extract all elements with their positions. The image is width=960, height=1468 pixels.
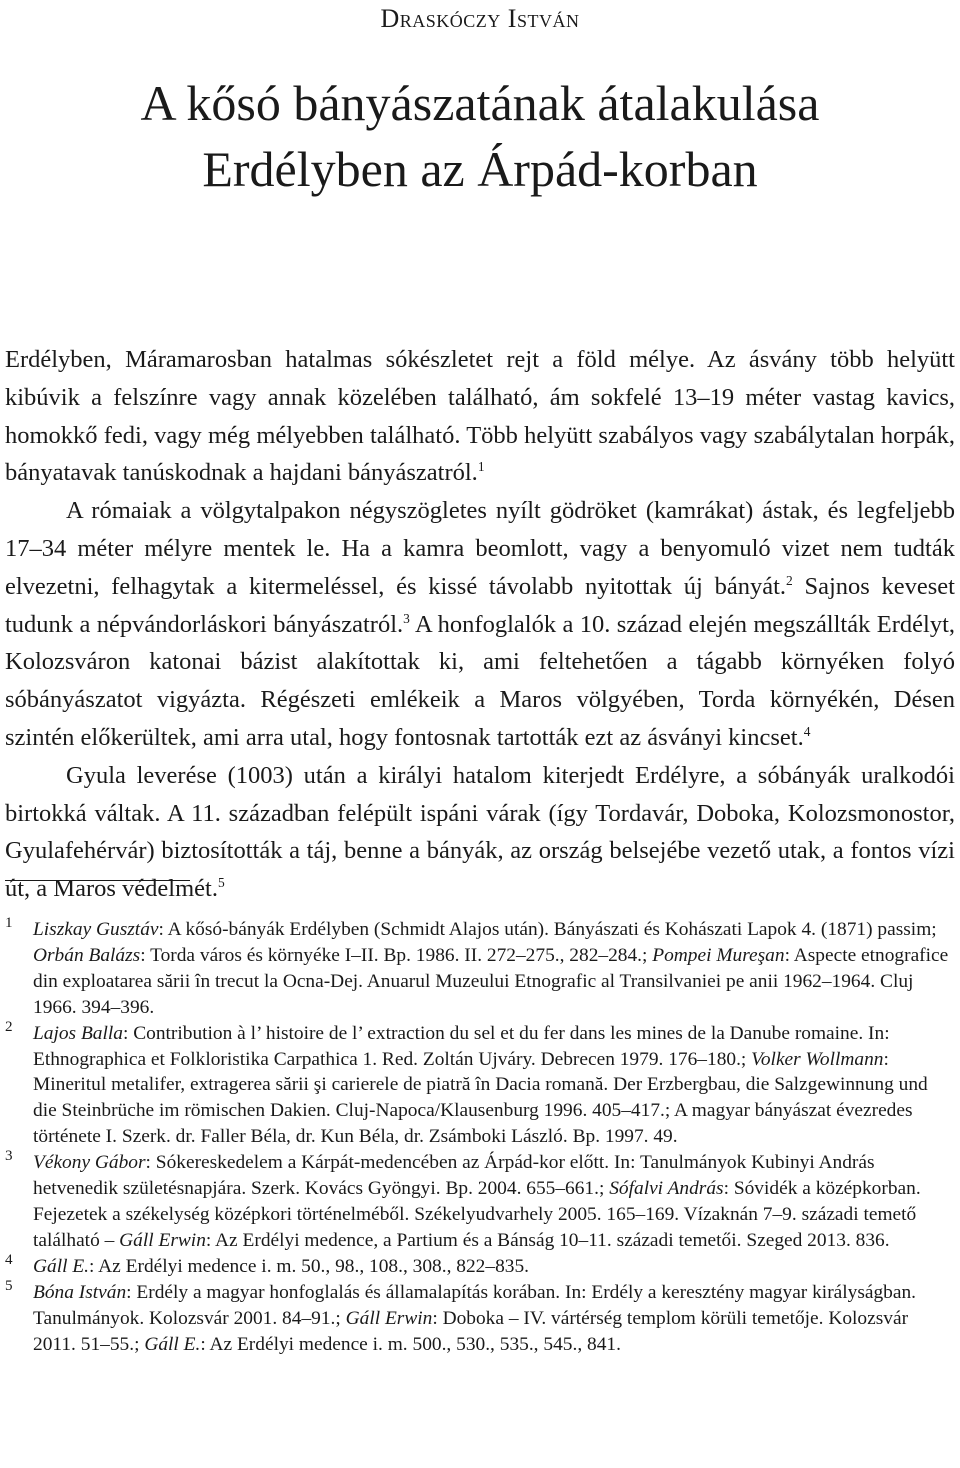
footnote-author: Liszkay Gusztáv [33, 919, 159, 940]
footnote-number: 4 [5, 1251, 13, 1268]
footnote-2 [5, 1018, 955, 1151]
footnote-author: Gáll Erwin [119, 1229, 206, 1251]
footnote-author: Orbán Balázs [33, 944, 141, 966]
paragraph-1 [5, 341, 955, 492]
footnote-author: Sófalvi András [609, 1178, 724, 1200]
article-body [5, 341, 955, 908]
footnote-text: : Doboka – IV. vártérség templom körüli temetője. Kolozsvár 2011. 51–55.; [33, 1307, 909, 1355]
footnote-3 [5, 1150, 955, 1254]
paragraph-2 [5, 492, 955, 757]
footnote-text: : Sókereskedelem a Kárpát-medencében az Árpád-kor előtt. In: Tanulmányok Kubinyi András hetvenedik születésnapjára. Szerk. Kovács Gyöngyi. Bp. 2004. 655–661.; [33, 1152, 875, 1200]
footnote-author: Gáll E. [33, 1255, 90, 1277]
footnote-text: : Az Erdélyi medence i. m. 50., 98., 108., 308., 822–835. [89, 1255, 530, 1277]
footnote-ref: 5 [217, 875, 225, 890]
footnote-ref: 3 [403, 610, 410, 626]
footnote-author: Pompei Mureşan [652, 944, 785, 966]
title-line-2: Erdélyben az Árpád-korban [202, 141, 758, 197]
footnote-text: : Contribution à l’ histoire de l’ extraction du sel et du fer dans les mines de la Danube romaine. In: Ethnographica et Folkloristika Carpathica 1. Red. Zoltán Ujváry. Debrecen 1979. 176–180.; [33, 1022, 890, 1070]
footnote-1 [5, 917, 955, 1021]
footnotes [5, 917, 955, 1357]
footnote-text: : Torda város és környéke I–II. Bp. 1986. II. 272–275., 282–284.; [140, 944, 653, 966]
footnote-author: Lajos Balla [33, 1022, 123, 1044]
paragraph-1-text: Erdélyben, Máramarosban hatalmas sókészletet rejt a föld mélye. Az ásvány több helyütt kibúvik a felszínre vagy annak közelében található, ám sokfelé 13–19 méter vastag kavics, homokkő fedi, vagy még mélyebben található. Több helyütt szabályos vagy szabálytalan horpák, bányatavak tanúskodnak a hajdani bányászatról. [5, 346, 955, 487]
footnote-author: Volker Wollmann [751, 1048, 884, 1070]
footnote-5 [5, 1277, 955, 1358]
footnote-author: Gáll E. [144, 1333, 201, 1355]
footnote-number: 3 [5, 1148, 13, 1165]
footnote-4 [5, 1251, 955, 1280]
author-name: Draskóczy István [380, 4, 580, 33]
footnote-number: 1 [5, 915, 13, 931]
paragraph-2-text-c: A honfoglalók a 10. század elején megszállták Erdélyt, Kolozsváron katonai bázist alakítottak ki, ami feltehetően a tágabb környéken folyó sóbányászatot vigyázta. Régészeti emlékeik a Maros völgyében, Torda környékén, Désen szintén előkerültek, ami arra utal, hogy fontosnak tartották ezt az ásványi kincset. [5, 610, 955, 751]
footnote-ref: 4 [803, 723, 811, 739]
footnote-number: 5 [5, 1277, 13, 1294]
footnote-text: : Az Erdélyi medence, a Partium és a Bánság 10–11. századi temetői. Szeged 2013. 836. [205, 1229, 890, 1251]
footnote-text: : Aspecte etnografice din exploatarea sării în trecut la Ocna-Dej. Anuarul Muzeului Etnografic al Transilvaniei pe anii 1962–1964. Cluj 1966. 394–396. [33, 944, 949, 1018]
footnote-author: Bóna István [33, 1281, 127, 1303]
footnote-author: Vékony Gábor [33, 1152, 146, 1174]
footnote-text: : A kősó-bányák Erdélyben (Schmidt Alajos után). Bányászati és Kohászati Lapok 4. (1871) passim; [158, 919, 937, 940]
title-line-1: A kősó bányászatának átalakulása [140, 75, 820, 131]
paragraph-2-text-b: Sajnos keveset tudunk a népvándorláskori bányászatról. [5, 572, 955, 638]
paragraph-3-text: Gyula leverése (1003) után a királyi hatalom kiterjedt Erdélyre, a sóbányák uralkodói birtokká váltak. A 11. században felépült ispáni várak (így Tordavár, Doboka, Kolozsmonostor, Gyulafehérvár) biztosították a táj, benne a bányák, az ország belsejébe vezető utak, a fontos vízi út, a Maros védelmét. [5, 761, 955, 903]
footnote-number: 2 [5, 1018, 13, 1035]
paragraph-2-text-a: A rómaiak a völgytalpakon négyszögletes nyílt gödröket (kamrákat) ástak, és legfeljebb 17–34 méter mélyre mentek le. Ha a kamra beomlott, vagy a benyomuló vizet nem tudták elvezetni, felhagytak a kitermeléssel, és kissé távolabb nyitottak új bányát. [5, 497, 955, 600]
footnote-separator [5, 880, 190, 881]
footnote-text: : Erdély a magyar honfoglalás és államalapítás korában. In: Erdély a keresztény magyar királyságban. Tanulmányok. Kolozsvár 2001. 84–91.; [33, 1281, 917, 1329]
footnote-text: : Mineritul metalifer, extragerea sării şi carierele de piatră în Dacia romană. Der Erzbergbau, die Salzgewinnung und die Steinbrüche im römischen Dakien. Cluj-Napoca/Klausenburg 1996. 405–417.; A magyar bányászat évezredes története I. Szerk. dr. Faller Béla, dr. Kun Béla, dr. Zsámboki László. Bp. 1997. 49. [33, 1048, 928, 1148]
footnote-text: : Az Erdélyi medence i. m. 500., 530., 535., 545., 841. [200, 1333, 621, 1355]
article-title [0, 70, 960, 202]
footnote-author: Gáll Erwin [345, 1307, 433, 1329]
footnote-text: : Sóvidék a középkorban. Fejezetek a székelység középkori történelméből. Székelyudvarhely 2005. 165–169. Vízaknán 7–9. századi temető található – [33, 1178, 921, 1251]
paragraph-3 [5, 757, 955, 908]
footnote-ref: 2 [786, 572, 793, 588]
footnote-ref: 1 [477, 459, 485, 475]
